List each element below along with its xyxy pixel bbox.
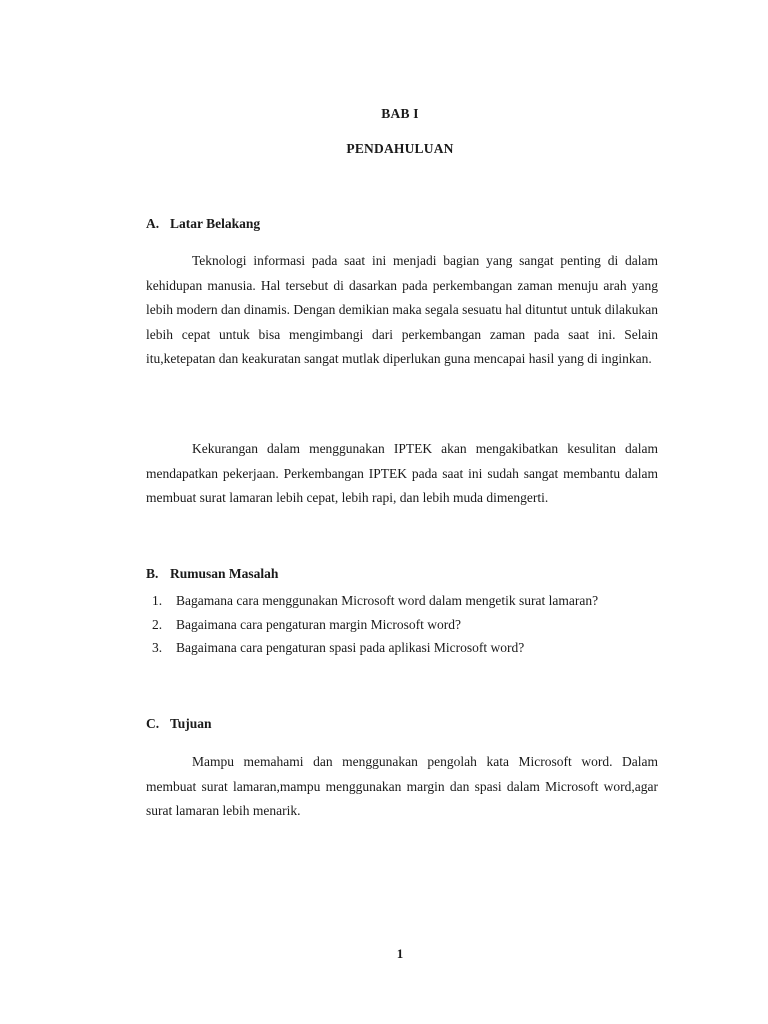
- section-b-letter: B.: [146, 566, 159, 581]
- section-a-paragraph-2: Kekurangan dalam menggunakan IPTEK akan mengakibatkan kesulitan dalam mendapatkan pekerjaan. Perkembangan IPTEK pada saat ini sudah sangat membantu dalam membuat surat lamaran lebih cepat, lebih rapi, dan lebih muda dimengerti.: [146, 441, 658, 505]
- list-item: [146, 613, 658, 637]
- section-a-letter: A.: [146, 216, 160, 231]
- list-item-number: 2.: [152, 616, 163, 632]
- list-item-text: Bagamana cara menggunakan Microsoft word dalam mengetik surat lamaran?: [176, 593, 599, 608]
- page-number: 1: [396, 946, 404, 961]
- section-a-title: Latar Belakang: [170, 216, 261, 231]
- section-c-heading: [146, 716, 212, 732]
- list-item-number: 1.: [152, 593, 163, 608]
- list-item-number: 3.: [152, 640, 163, 655]
- section-c-paragraph: Mampu memahami dan menggunakan pengolah kata Microsoft word. Dalam membuat surat lamaran,mampu menggunakan margin dan spasi dalam Microsoft word,agar surat lamaran lebih menarik.: [146, 754, 658, 818]
- section-a-heading: [146, 216, 260, 232]
- chapter-title: PENDAHULUAN: [346, 141, 454, 156]
- list-item-text: Bagaimana cara pengaturan margin Microsoft word?: [176, 616, 462, 632]
- section-a-paragraph-1: Teknologi informasi pada saat ini menjadi bagian yang sangat penting di dalam kehidupan manusia. Hal tersebut di dasarkan pada perkembangan zaman menuju arah yang lebih modern dan dinamis. Dengan demikian maka segala sesuatu hal dituntut untuk dilakukan lebih cepat untuk bisa mengimbangi dari perkembangan zaman pada saat ini. Selain itu,ketepatan dan keakuratan sangat mutlak diperlukan guna mencapai hasil yang di inginkan.: [146, 253, 658, 366]
- section-b-heading: [146, 566, 278, 582]
- list-item: [146, 636, 658, 660]
- section-b-title: Rumusan Masalah: [170, 566, 279, 581]
- research-questions-list: [146, 589, 658, 660]
- list-item-text: Bagaimana cara pengaturan spasi pada aplikasi Microsoft word?: [176, 640, 525, 655]
- section-c-title: Tujuan: [170, 716, 212, 731]
- chapter-number: BAB I: [381, 106, 419, 121]
- list-item: [146, 589, 658, 613]
- section-c-letter: C.: [146, 716, 160, 731]
